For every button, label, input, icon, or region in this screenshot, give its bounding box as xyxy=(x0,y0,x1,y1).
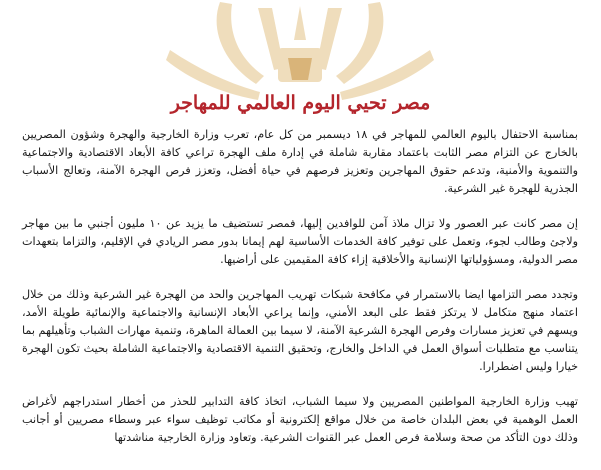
bottom-fade xyxy=(0,452,601,470)
paragraph-2: إن مصر كانت عبر العصور ولا تزال ملاذ آمن للوافدين إليها، فمصر تستضيف ما يزيد عن ١٠ مليون أجنبي ما بين مهاجر ولاجئ وطالب لجوء، وتعمل على توفير كافة الخدمات الأساسية لهم إيمانا بدور مصر الريادي في الإقليم، والتزاما بتعهدات مصر الدولية، ومسؤولياتها الإنسانية والأخلاقية إزاء كافة المقيمين على أراضيها. xyxy=(22,217,578,266)
paragraph-4: تهيب وزارة الخارجية المواطنين المصريين ولا سيما الشباب، اتخاذ كافة التدابير للحذر من أخطار استدراجهم لأغراض العمل الوهمية في بعض البلدان خاصة من خلال مواقع إلكترونية أو مكاتب توظيف سواء عبر وسطاء مصريين أو أجانب وذلك دون التأكد من صحة وسلامة فرص العمل عبر القنوات الشرعية. وتعاود وزارة الخارجية مناشدتها xyxy=(22,395,578,444)
paragraph-1: بمناسبة الاحتفال باليوم العالمي للمهاجر في ١٨ ديسمبر من كل عام، تعرب وزارة الخارجية والهجرة وشؤون المصريين بالخارج عن التزام مصر الثابت باعتماد مقاربة شاملة في إدارة ملف الهجرة تراعي كافة الأبعاد الاقتصادية والاجتماعية والتنموية والأمنية، وتدعم حقوق المهاجرين وتعزيز فرصهم في حياة أفضل، وتعزز فرص الهجرة الآمنة، وتعالج الأسباب الجذرية للهجرة غير الشرعية. xyxy=(22,128,579,195)
document-body xyxy=(22,126,578,464)
document-title: مصر تحيي اليوم العالمي للمهاجر xyxy=(170,92,431,114)
paragraph-3: وتجدد مصر التزامها ايضا بالاستمرار في مكافحة شبكات تهريب المهاجرين والحد من الهجرة غير الشرعية وذلك من خلال اعتماد منهج متكامل لا يرتكز فقط على البعد الأمني، وإنما يراعي الأبعاد الإنسانية والاجتماعية والإنمائية طويلة الأمد، ويسهم في تعزيز مسارات وفرص الهجرة الشرعية الآمنة، لا سيما بين العمالة الماهرة، وتنمية مهارات الشباب وتأهيلهم بما يتناسب مع متطلبات أسواق العمل في الداخل والخارج، وتحقيق التنمية الاقتصادية والاجتماعية الشاملة بحيث تكون الهجرة خيارا وليس اضطرارا. xyxy=(22,288,578,373)
